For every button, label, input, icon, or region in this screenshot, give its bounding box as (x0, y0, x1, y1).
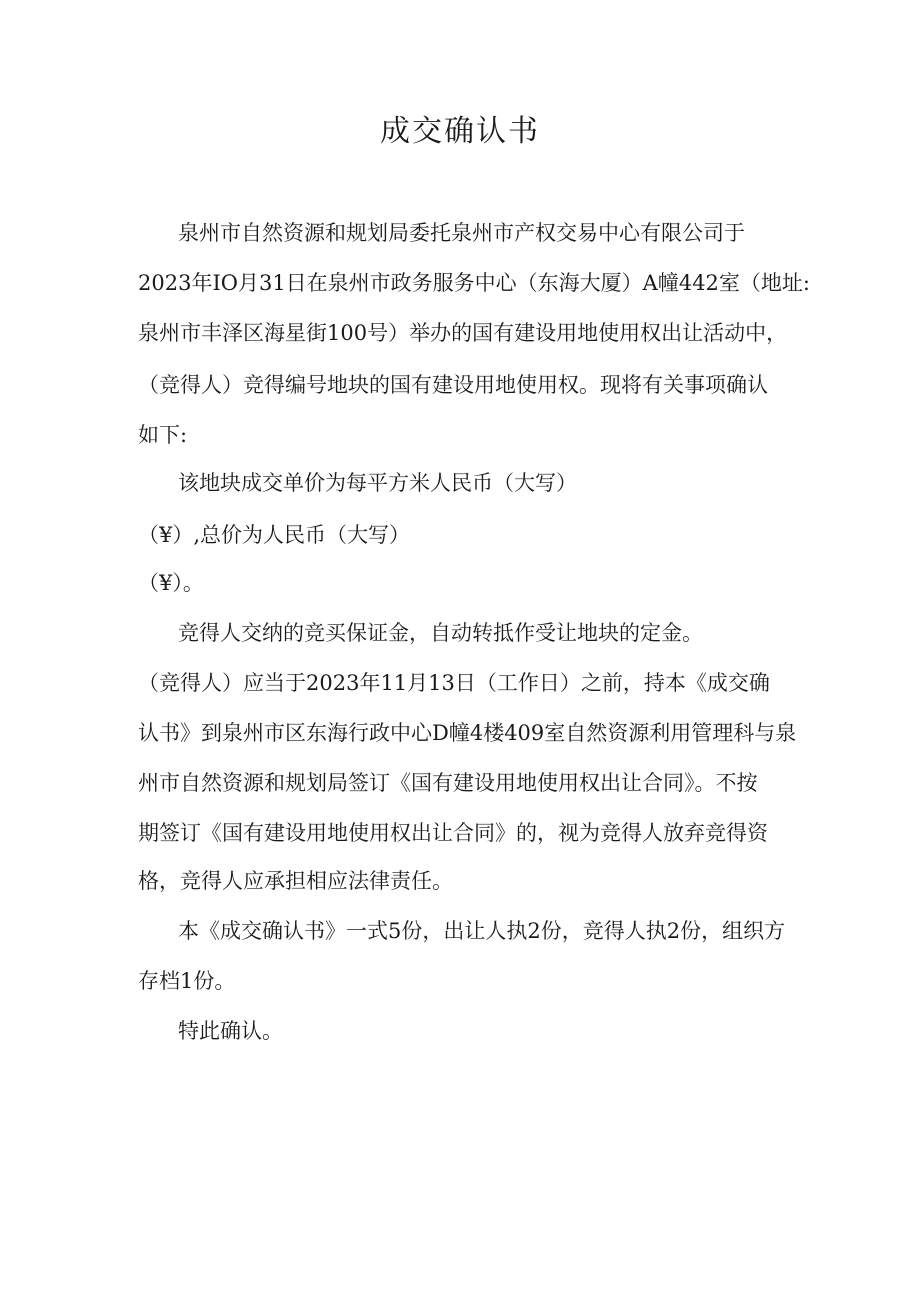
document-title: 成交确认书 (380, 114, 540, 149)
body-line: 泉州市自然资源和规划局委托泉州市产权交易中心有限公司于 (178, 221, 745, 245)
body-line: 该地块成交单价为每平方米人民币（大写） (178, 471, 577, 495)
body-line: 认书》到泉州市区东海行政中心D幢4楼409室自然资源利用管理科与泉 (138, 721, 797, 745)
body-line: 泉州市丰泽区海星街100号）举办的国有建设用地使用权出让活动中， (138, 321, 788, 345)
body-line: 存档1份。 (138, 969, 236, 993)
body-line: 竞得人交纳的竞买保证金，自动转抵作受让地块的定金。 (178, 621, 703, 645)
body-line: （竞得人）应当于2023年11月13日（工作日）之前，持本《成交确 (138, 671, 770, 695)
body-line: （¥）,总价为人民币（大写） (138, 523, 411, 547)
body-line: （¥）。 (138, 571, 204, 595)
body-line: 特此确认。 (178, 1019, 283, 1043)
body-line: 期签订《国有建设用地使用权出让合同》的，视为竞得人放弃竞得资 (138, 821, 768, 845)
body-line: 2023年IO月31日在泉州市政务服务中心（东海大厦）A幢442室（地址: (138, 271, 810, 295)
body-line: （竞得人）竞得编号地块的国有建设用地使用权。现将有关事项确认 (138, 373, 768, 397)
body-line: 如下: (138, 423, 188, 447)
body-line: 格，竞得人应承担相应法律责任。 (138, 869, 453, 893)
body-line: 本《成交确认书》一式5份，出让人执2份，竞得人执2份，组织方 (178, 919, 786, 943)
body-line: 州市自然资源和规划局签订《国有建设用地使用权出让合同》。不按 (138, 771, 758, 795)
